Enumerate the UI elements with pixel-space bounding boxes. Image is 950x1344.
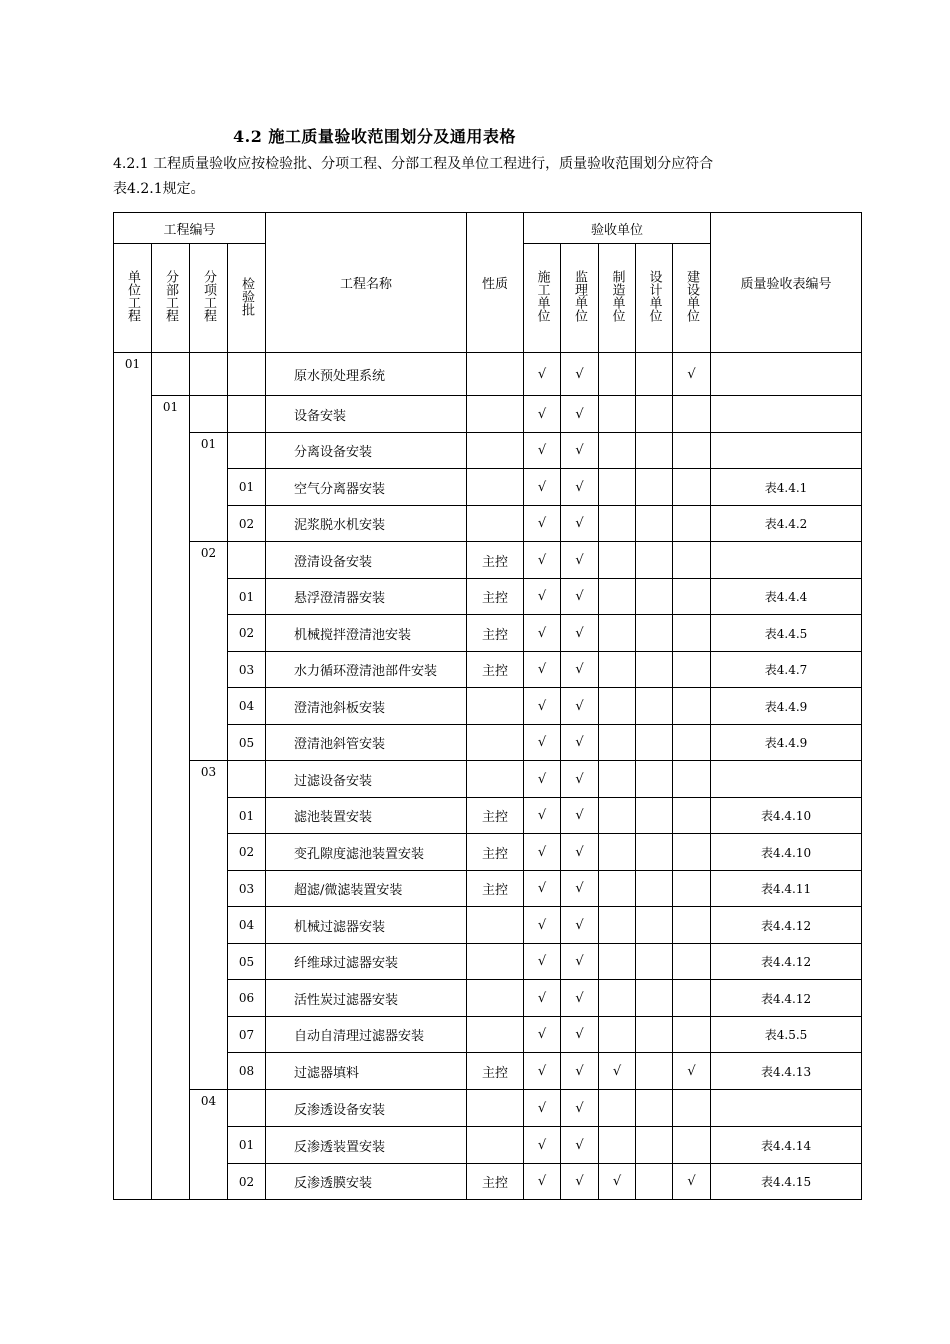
owner-check-cell [673, 871, 711, 907]
form-number-cell [711, 1090, 862, 1127]
owner-check-cell [673, 688, 711, 725]
form-number-cell: 表4.4.13 [711, 1053, 862, 1090]
project-name-cell: 悬浮澄清器安装 [266, 579, 467, 615]
manufacture-check-cell [599, 871, 636, 907]
nature-cell: 主控 [467, 834, 524, 871]
owner-check-cell [673, 725, 711, 761]
design-check-cell [636, 433, 673, 469]
project-name-cell: 机械过滤器安装 [266, 907, 467, 944]
construction-check-cell: √ [524, 725, 561, 761]
owner-check-cell [673, 652, 711, 688]
form-number-cell: 表4.4.9 [711, 725, 862, 761]
manufacture-check-cell [599, 980, 636, 1017]
manufacture-check-cell [599, 433, 636, 469]
form-number-cell: 表4.4.2 [711, 506, 862, 542]
intro-paragraph-line2: 表4.2.1规定。 [113, 181, 205, 197]
project-name-cell: 泥浆脱水机安装 [266, 506, 467, 542]
manufacture-check-cell [599, 1017, 636, 1053]
batch-code-cell: 04 [228, 688, 266, 725]
batch-code-cell: 08 [228, 1053, 266, 1090]
supervision-check-cell: √ [561, 871, 599, 907]
design-check-cell [636, 396, 673, 433]
project-name-cell: 纤维球过滤器安装 [266, 944, 467, 980]
supervision-check-cell: √ [561, 433, 599, 469]
division-code-cell: 01 [152, 396, 190, 1200]
nature-cell: 主控 [467, 798, 524, 834]
form-number-cell: 表4.4.15 [711, 1164, 862, 1200]
batch-code-cell [228, 761, 266, 798]
nature-cell [467, 761, 524, 798]
manufacture-check-cell [599, 907, 636, 944]
form-number-cell [711, 433, 862, 469]
design-check-cell [636, 652, 673, 688]
batch-code-cell: 06 [228, 980, 266, 1017]
supervision-check-cell: √ [561, 980, 599, 1017]
construction-check-cell: √ [524, 1090, 561, 1127]
owner-check-cell [673, 761, 711, 798]
supervision-check-cell: √ [561, 725, 599, 761]
batch-code-cell: 01 [228, 798, 266, 834]
project-name-cell: 滤池装置安装 [266, 798, 467, 834]
construction-check-cell: √ [524, 396, 561, 433]
table-row [114, 396, 862, 433]
construction-check-cell: √ [524, 798, 561, 834]
design-check-cell [636, 907, 673, 944]
construction-check-cell: √ [524, 871, 561, 907]
project-name-cell: 变孔隙度滤池装置安装 [266, 834, 467, 871]
project-name-cell: 自动自清理过滤器安装 [266, 1017, 467, 1053]
supervision-check-cell: √ [561, 1127, 599, 1164]
supervision-check-cell: √ [561, 834, 599, 871]
nature-cell [467, 506, 524, 542]
manufacture-check-cell [599, 944, 636, 980]
project-name-cell: 反渗透设备安装 [266, 1090, 467, 1127]
owner-check-cell [673, 834, 711, 871]
batch-code-cell: 05 [228, 944, 266, 980]
construction-check-cell: √ [524, 1053, 561, 1090]
batch-code-cell: 07 [228, 1017, 266, 1053]
manufacture-check-cell [599, 506, 636, 542]
supervision-check-cell: √ [561, 1017, 599, 1053]
header-row-1 [114, 213, 862, 244]
batch-code-cell: 01 [228, 1127, 266, 1164]
manufacture-check-cell [599, 615, 636, 652]
nature-cell: 主控 [467, 652, 524, 688]
construction-check-cell: √ [524, 579, 561, 615]
construction-check-cell: √ [524, 834, 561, 871]
form-number-cell: 表4.4.4 [711, 579, 862, 615]
owner-check-cell [673, 944, 711, 980]
batch-code-cell: 03 [228, 652, 266, 688]
form-number-cell: 表4.4.11 [711, 871, 862, 907]
project-name-cell: 活性炭过滤器安装 [266, 980, 467, 1017]
construction-check-cell: √ [524, 1164, 561, 1200]
batch-code-cell: 05 [228, 725, 266, 761]
nature-cell [467, 396, 524, 433]
design-check-cell [636, 542, 673, 579]
supervision-check-cell: √ [561, 688, 599, 725]
manufacture-check-cell [599, 542, 636, 579]
owner-check-cell [673, 980, 711, 1017]
supervision-check-cell: √ [561, 907, 599, 944]
nature-cell: 主控 [467, 871, 524, 907]
header-manufacture-unit: 制造单位 [599, 244, 636, 353]
form-number-cell: 表4.4.14 [711, 1127, 862, 1164]
design-check-cell [636, 615, 673, 652]
design-check-cell [636, 761, 673, 798]
acceptance-scope-table [113, 212, 862, 1200]
owner-check-cell [673, 1127, 711, 1164]
batch-code-cell [228, 542, 266, 579]
batch-code-cell: 02 [228, 615, 266, 652]
design-check-cell [636, 871, 673, 907]
form-number-cell: 表4.4.12 [711, 907, 862, 944]
supervision-check-cell: √ [561, 579, 599, 615]
design-check-cell [636, 1017, 673, 1053]
nature-cell [467, 469, 524, 506]
construction-check-cell: √ [524, 944, 561, 980]
project-name-cell: 反渗透膜安装 [266, 1164, 467, 1200]
design-check-cell [636, 353, 673, 396]
nature-cell: 主控 [467, 615, 524, 652]
project-name-cell: 过滤器填料 [266, 1053, 467, 1090]
header-nature: 性质 [467, 213, 524, 353]
nature-cell [467, 1017, 524, 1053]
manufacture-check-cell [599, 761, 636, 798]
batch-code-cell: 03 [228, 871, 266, 907]
unit-code-cell: 01 [114, 353, 152, 1200]
manufacture-check-cell [599, 353, 636, 396]
form-number-cell: 表4.4.12 [711, 944, 862, 980]
supervision-check-cell: √ [561, 615, 599, 652]
supervision-check-cell: √ [561, 396, 599, 433]
supervision-check-cell: √ [561, 761, 599, 798]
form-number-cell [711, 542, 862, 579]
empty-code-cell [190, 396, 228, 433]
supervision-check-cell: √ [561, 798, 599, 834]
project-name-cell: 分离设备安装 [266, 433, 467, 469]
supervision-check-cell: √ [561, 652, 599, 688]
project-name-cell: 澄清池斜管安装 [266, 725, 467, 761]
table-row [114, 761, 862, 798]
header-owner-unit: 建设单位 [673, 244, 711, 353]
construction-check-cell: √ [524, 469, 561, 506]
owner-check-cell: √ [673, 353, 711, 396]
construction-check-cell: √ [524, 1017, 561, 1053]
header-subitem-project: 分项工程 [190, 244, 228, 353]
supervision-check-cell: √ [561, 469, 599, 506]
batch-code-cell [228, 433, 266, 469]
project-name-cell: 空气分离器安装 [266, 469, 467, 506]
form-number-cell [711, 353, 862, 396]
supervision-check-cell: √ [561, 1164, 599, 1200]
nature-cell [467, 688, 524, 725]
nature-cell [467, 433, 524, 469]
header-design-unit: 设计单位 [636, 244, 673, 353]
design-check-cell [636, 579, 673, 615]
batch-code-cell [228, 396, 266, 433]
design-check-cell [636, 688, 673, 725]
batch-code-cell: 01 [228, 469, 266, 506]
construction-check-cell: √ [524, 980, 561, 1017]
subitem-code-cell: 02 [190, 542, 228, 761]
manufacture-check-cell [599, 725, 636, 761]
subitem-code-cell: 01 [190, 433, 228, 542]
nature-cell [467, 944, 524, 980]
owner-check-cell [673, 907, 711, 944]
design-check-cell [636, 834, 673, 871]
owner-check-cell [673, 615, 711, 652]
nature-cell [467, 907, 524, 944]
design-check-cell [636, 506, 673, 542]
nature-cell [467, 1090, 524, 1127]
supervision-check-cell: √ [561, 353, 599, 396]
project-name-cell: 水力循环澄清池部件安装 [266, 652, 467, 688]
project-name-cell: 原水预处理系统 [266, 353, 467, 396]
design-check-cell [636, 725, 673, 761]
form-number-cell: 表4.4.7 [711, 652, 862, 688]
batch-code-cell: 01 [228, 579, 266, 615]
nature-cell [467, 725, 524, 761]
design-check-cell [636, 1053, 673, 1090]
batch-code-cell: 02 [228, 1164, 266, 1200]
manufacture-check-cell: √ [599, 1053, 636, 1090]
construction-check-cell: √ [524, 1127, 561, 1164]
owner-check-cell [673, 798, 711, 834]
owner-check-cell [673, 1017, 711, 1053]
header-form-number: 质量验收表编号 [711, 213, 862, 353]
form-number-cell: 表4.4.12 [711, 980, 862, 1017]
form-number-cell: 表4.4.9 [711, 688, 862, 725]
manufacture-check-cell [599, 688, 636, 725]
section-heading: 4.2 施工质量验收范围划分及通用表格 [233, 127, 516, 146]
batch-code-cell: 04 [228, 907, 266, 944]
construction-check-cell: √ [524, 506, 561, 542]
header-project-code: 工程编号 [114, 213, 266, 244]
owner-check-cell [673, 396, 711, 433]
construction-check-cell: √ [524, 907, 561, 944]
batch-code-cell [228, 1090, 266, 1127]
nature-cell: 主控 [467, 542, 524, 579]
header-construction-unit: 施工单位 [524, 244, 561, 353]
header-supervision-unit: 监理单位 [561, 244, 599, 353]
manufacture-check-cell [599, 469, 636, 506]
construction-check-cell: √ [524, 353, 561, 396]
design-check-cell [636, 798, 673, 834]
design-check-cell [636, 980, 673, 1017]
manufacture-check-cell [599, 579, 636, 615]
owner-check-cell: √ [673, 1053, 711, 1090]
nature-cell: 主控 [467, 1053, 524, 1090]
design-check-cell [636, 1090, 673, 1127]
manufacture-check-cell [599, 1127, 636, 1164]
project-name-cell: 反渗透装置安装 [266, 1127, 467, 1164]
table-row [114, 1090, 862, 1127]
supervision-check-cell: √ [561, 542, 599, 579]
design-check-cell [636, 944, 673, 980]
supervision-check-cell: √ [561, 506, 599, 542]
subitem-code-cell: 03 [190, 761, 228, 1090]
form-number-cell: 表4.4.10 [711, 798, 862, 834]
owner-check-cell [673, 506, 711, 542]
project-name-cell: 澄清池斜板安装 [266, 688, 467, 725]
construction-check-cell: √ [524, 761, 561, 798]
project-name-cell: 过滤设备安装 [266, 761, 467, 798]
form-number-cell: 表4.4.10 [711, 834, 862, 871]
table-row [114, 542, 862, 579]
construction-check-cell: √ [524, 542, 561, 579]
header-inspection-batch: 检验批 [228, 244, 266, 353]
construction-check-cell: √ [524, 433, 561, 469]
batch-code-cell: 02 [228, 834, 266, 871]
manufacture-check-cell: √ [599, 1164, 636, 1200]
project-name-cell: 设备安装 [266, 396, 467, 433]
table-row [114, 433, 862, 469]
header-division-project: 分部工程 [152, 244, 190, 353]
form-number-cell [711, 761, 862, 798]
owner-check-cell: √ [673, 1164, 711, 1200]
owner-check-cell [673, 469, 711, 506]
nature-cell: 主控 [467, 579, 524, 615]
owner-check-cell [673, 1090, 711, 1127]
owner-check-cell [673, 579, 711, 615]
form-number-cell: 表4.4.5 [711, 615, 862, 652]
construction-check-cell: √ [524, 688, 561, 725]
table-row [114, 353, 862, 396]
project-name-cell: 超滤/微滤装置安装 [266, 871, 467, 907]
header-acceptance-units: 验收单位 [524, 213, 711, 244]
owner-check-cell [673, 542, 711, 579]
nature-cell [467, 980, 524, 1017]
construction-check-cell: √ [524, 615, 561, 652]
intro-paragraph-line1: 4.2.1 工程质量验收应按检验批、分项工程、分部工程及单位工程进行，质量验收范围划分应符合 [113, 156, 714, 172]
manufacture-check-cell [599, 652, 636, 688]
empty-code-cell [152, 353, 190, 396]
nature-cell [467, 353, 524, 396]
supervision-check-cell: √ [561, 1090, 599, 1127]
batch-code-cell [228, 353, 266, 396]
nature-cell [467, 1127, 524, 1164]
design-check-cell [636, 1164, 673, 1200]
form-number-cell: 表4.5.5 [711, 1017, 862, 1053]
supervision-check-cell: √ [561, 1053, 599, 1090]
construction-check-cell: √ [524, 652, 561, 688]
project-name-cell: 机械搅拌澄清池安装 [266, 615, 467, 652]
form-number-cell: 表4.4.1 [711, 469, 862, 506]
form-number-cell [711, 396, 862, 433]
empty-code-cell [190, 353, 228, 396]
design-check-cell [636, 469, 673, 506]
batch-code-cell: 02 [228, 506, 266, 542]
manufacture-check-cell [599, 1090, 636, 1127]
manufacture-check-cell [599, 396, 636, 433]
owner-check-cell [673, 433, 711, 469]
manufacture-check-cell [599, 834, 636, 871]
subitem-code-cell: 04 [190, 1090, 228, 1200]
header-unit-project: 单位工程 [114, 244, 152, 353]
nature-cell: 主控 [467, 1164, 524, 1200]
header-project-name: 工程名称 [266, 213, 467, 353]
supervision-check-cell: √ [561, 944, 599, 980]
project-name-cell: 澄清设备安装 [266, 542, 467, 579]
design-check-cell [636, 1127, 673, 1164]
manufacture-check-cell [599, 798, 636, 834]
